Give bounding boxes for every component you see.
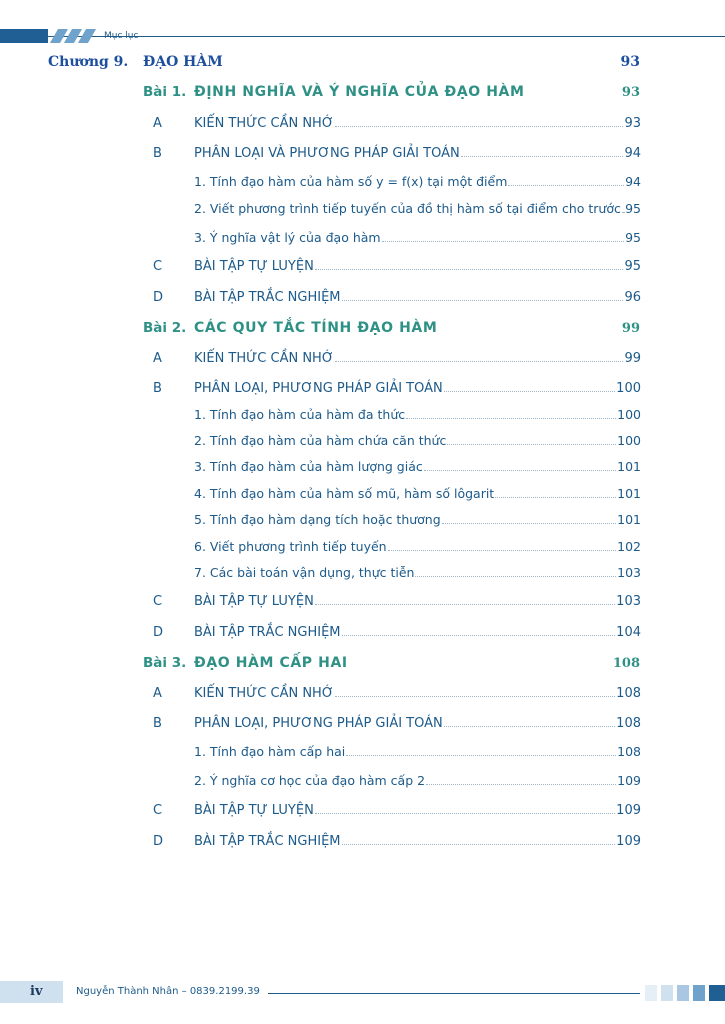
section-page: 108 — [616, 716, 641, 731]
dot-leader — [335, 360, 624, 362]
dot-leader — [382, 240, 625, 242]
section-page: 95 — [624, 259, 641, 274]
dot-leader — [622, 211, 624, 213]
chapter-page: 93 — [620, 54, 640, 70]
dot-leader — [508, 184, 624, 186]
dot-leader — [388, 549, 617, 551]
section-page: 93 — [624, 116, 641, 131]
section-entry[interactable] — [194, 716, 641, 731]
dot-leader — [461, 155, 624, 157]
section-entry[interactable] — [194, 834, 641, 849]
section-letter: A — [153, 686, 162, 701]
section-title: BÀI TẬP TỰ LUYỆN — [194, 803, 314, 818]
section-entry[interactable] — [194, 351, 641, 366]
dot-leader — [342, 843, 616, 845]
dot-leader — [444, 390, 615, 392]
section-letter: B — [153, 146, 162, 161]
subsection-title: 1. Tính đạo hàm của hàm đa thức — [194, 407, 406, 422]
subsection-page: 101 — [617, 486, 641, 501]
section-title: BÀI TẬP TRẮC NGHIỆM — [194, 834, 341, 849]
subsection-page: 100 — [617, 407, 641, 422]
subsection-page: 95 — [625, 230, 641, 245]
section-page: 94 — [624, 146, 641, 161]
dot-leader — [346, 754, 616, 756]
subsection-title: 4. Tính đạo hàm của hàm số mũ, hàm số lôgarit — [194, 486, 495, 501]
dot-leader — [415, 575, 616, 577]
section-title: PHÂN LOẠI, PHƯƠNG PHÁP GIẢI TOÁN — [194, 381, 443, 396]
subsection-title: 3. Tính đạo hàm của hàm lượng giác — [194, 459, 423, 474]
lesson-page: 108 — [612, 656, 640, 671]
lesson-title[interactable]: CÁC QUY TẮC TÍNH ĐẠO HÀM — [194, 320, 438, 336]
subsection-title: 2. Tính đạo hàm của hàm chứa căn thức — [194, 433, 447, 448]
subsection-entry[interactable] — [194, 565, 641, 580]
dot-leader — [424, 469, 616, 471]
section-letter: D — [153, 290, 164, 305]
section-page: 109 — [616, 834, 641, 849]
subsection-page: 101 — [617, 512, 641, 527]
dot-leader — [495, 496, 616, 498]
subsection-entry[interactable] — [194, 744, 641, 759]
chapter-title[interactable]: ĐẠO HÀM — [143, 54, 223, 70]
section-entry[interactable] — [194, 116, 641, 131]
header-band — [0, 29, 48, 43]
subsection-entry[interactable] — [194, 773, 641, 788]
subsection-title: 5. Tính đạo hàm dạng tích hoặc thương — [194, 512, 441, 527]
footer-square — [677, 985, 689, 1001]
section-letter: A — [153, 116, 162, 131]
dot-leader — [447, 443, 616, 445]
footer-square — [693, 985, 705, 1001]
dot-leader — [442, 522, 616, 524]
subsection-page: 102 — [617, 539, 641, 554]
section-letter: C — [153, 803, 163, 818]
section-title: BÀI TẬP TỰ LUYỆN — [194, 259, 314, 274]
section-letter: C — [153, 259, 163, 274]
subsection-page: 108 — [617, 744, 641, 759]
section-entry[interactable] — [194, 594, 641, 609]
section-letter: D — [153, 834, 164, 849]
section-title: BÀI TẬP TRẮC NGHIỆM — [194, 290, 341, 305]
section-entry[interactable] — [194, 259, 641, 274]
subsection-title: 2. Ý nghĩa cơ học của đạo hàm cấp 2 — [194, 773, 426, 788]
dot-leader — [342, 634, 616, 636]
section-page: 96 — [624, 290, 641, 305]
footer-page-box — [0, 981, 63, 1003]
subsection-entry[interactable] — [194, 201, 641, 216]
section-title: KIẾN THỨC CẦN NHỚ — [194, 351, 334, 366]
section-entry[interactable] — [194, 290, 641, 305]
dot-leader — [426, 783, 616, 785]
header-title: Mục lục — [104, 31, 139, 41]
subsection-entry[interactable] — [194, 512, 641, 527]
section-page: 100 — [616, 381, 641, 396]
subsection-title: 7. Các bài toán vận dụng, thực tiễn — [194, 565, 415, 580]
section-title: KIẾN THỨC CẦN NHỚ — [194, 116, 334, 131]
section-entry[interactable] — [194, 625, 641, 640]
section-letter: B — [153, 716, 162, 731]
dot-leader — [315, 812, 615, 814]
footer-author: Nguyễn Thành Nhân – 0839.2199.39 — [76, 986, 260, 997]
lesson-number: Bài 3. — [143, 655, 187, 671]
section-letter: B — [153, 381, 162, 396]
subsection-page: 100 — [617, 433, 641, 448]
section-page: 99 — [624, 351, 641, 366]
subsection-entry[interactable] — [194, 174, 641, 189]
section-title: KIẾN THỨC CẦN NHỚ — [194, 686, 334, 701]
footer-square — [661, 985, 673, 1001]
lesson-page: 99 — [621, 321, 640, 336]
subsection-entry[interactable] — [194, 486, 641, 501]
section-title: BÀI TẬP TRẮC NGHIỆM — [194, 625, 341, 640]
lesson-page: 93 — [621, 85, 640, 100]
section-entry[interactable] — [194, 381, 641, 396]
section-title: BÀI TẬP TỰ LUYỆN — [194, 594, 314, 609]
subsection-title: 3. Ý nghĩa vật lý của đạo hàm — [194, 230, 381, 245]
section-page: 104 — [616, 625, 641, 640]
subsection-title: 1. Tính đạo hàm của hàm số y = f(x) tại một điểm — [194, 174, 508, 189]
subsection-page: 95 — [625, 201, 641, 216]
dot-leader — [315, 268, 624, 270]
section-title: PHÂN LOẠI, PHƯƠNG PHÁP GIẢI TOÁN — [194, 716, 443, 731]
subsection-title: 2. Viết phương trình tiếp tuyến của đồ thị hàm số tại điểm cho trước — [194, 201, 621, 216]
lesson-title[interactable]: ĐẠO HÀM CẤP HAI — [194, 655, 348, 671]
section-entry[interactable] — [194, 146, 641, 161]
section-page: 108 — [616, 686, 641, 701]
subsection-page: 101 — [617, 459, 641, 474]
subsection-title: 1. Tính đạo hàm cấp hai — [194, 744, 346, 759]
dot-leader — [444, 725, 615, 727]
section-letter: C — [153, 594, 163, 609]
subsection-entry[interactable] — [194, 459, 641, 474]
subsection-entry[interactable] — [194, 539, 641, 554]
section-entry[interactable] — [194, 803, 641, 818]
subsection-entry[interactable] — [194, 230, 641, 245]
dot-leader — [335, 695, 615, 697]
lesson-number: Bài 1. — [143, 84, 187, 100]
subsection-title: 6. Viết phương trình tiếp tuyến — [194, 539, 387, 554]
section-entry[interactable] — [194, 686, 641, 701]
footer-page-number: iv — [30, 984, 43, 999]
subsection-page: 109 — [617, 773, 641, 788]
subsection-page: 103 — [617, 565, 641, 580]
lesson-title[interactable]: ĐỊNH NGHĨA VÀ Ý NGHĨA CỦA ĐẠO HÀM — [194, 84, 525, 100]
footer-square — [645, 985, 657, 1001]
dot-leader — [335, 125, 624, 127]
footer-square — [709, 985, 725, 1001]
chapter-number: Chương 9. — [48, 54, 129, 70]
dot-leader — [406, 417, 616, 419]
section-title: PHÂN LOẠI VÀ PHƯƠNG PHÁP GIẢI TOÁN — [194, 146, 460, 161]
section-letter: D — [153, 625, 164, 640]
section-page: 103 — [616, 594, 641, 609]
lesson-number: Bài 2. — [143, 320, 187, 336]
section-page: 109 — [616, 803, 641, 818]
subsection-page: 94 — [625, 174, 641, 189]
section-letter: A — [153, 351, 162, 366]
dot-leader — [315, 603, 615, 605]
footer-rule — [268, 993, 640, 994]
dot-leader — [342, 299, 624, 301]
subsection-entry[interactable] — [194, 407, 641, 422]
subsection-entry[interactable] — [194, 433, 641, 448]
